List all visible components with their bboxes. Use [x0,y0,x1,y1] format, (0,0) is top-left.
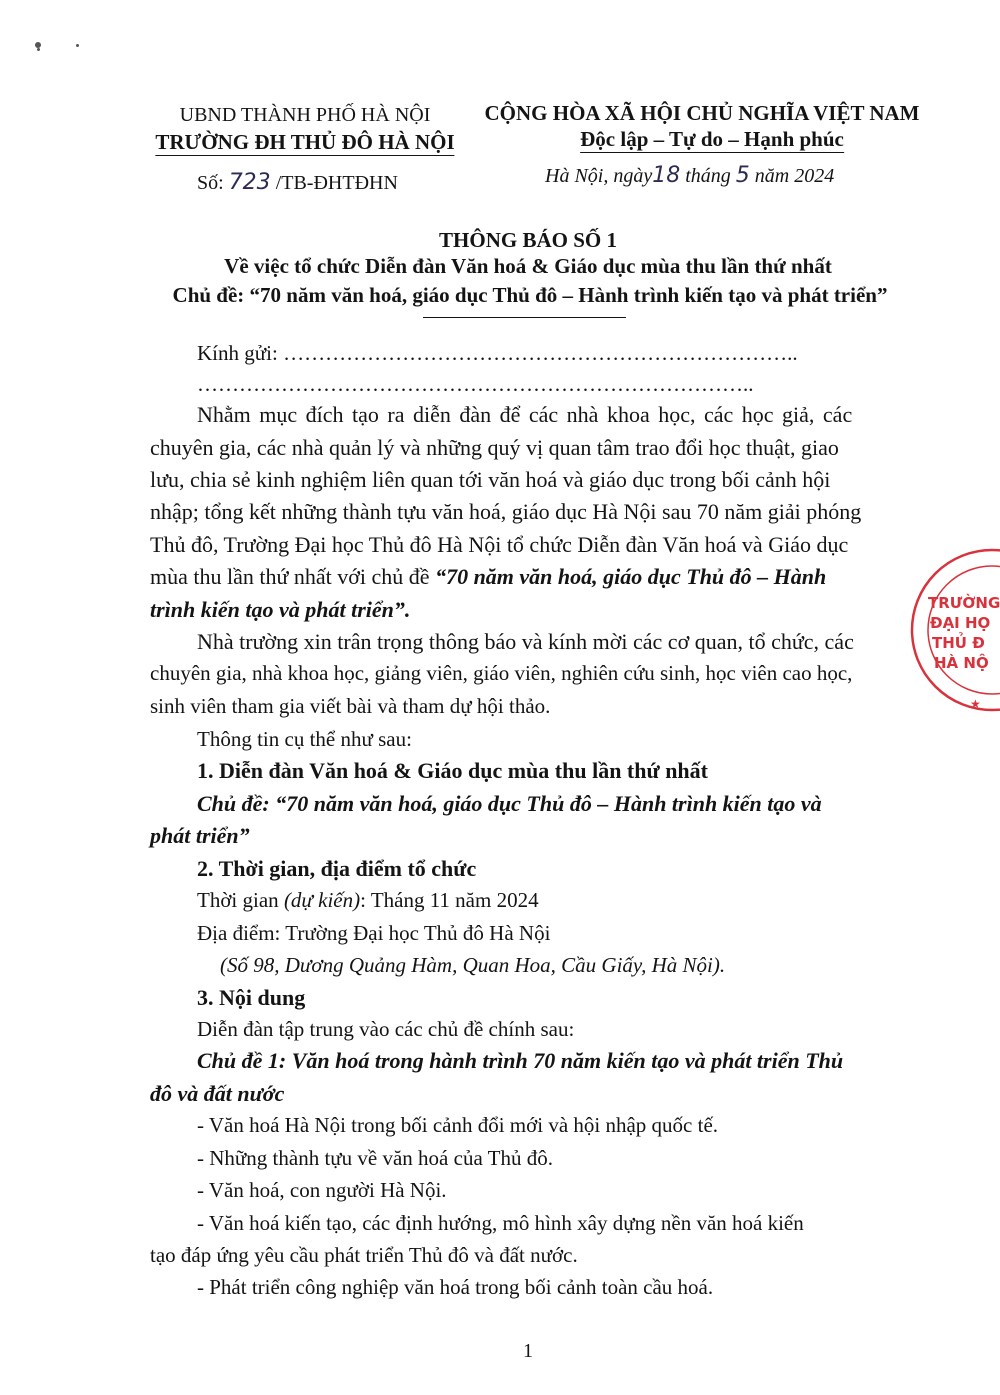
date-prefix: Hà Nội, ngày [545,165,653,187]
topic-heading: đô và đất nước [150,1081,285,1106]
page-number: 1 [523,1340,533,1362]
event-time [197,888,539,913]
date-month-handwritten: 5 [735,163,750,188]
paragraph-text: mùa thu lần thứ nhất với chủ đề [150,564,436,589]
recipient-dots-2: …………………………………………………………………….. [197,372,754,396]
issue-date [545,163,834,188]
school-name [155,130,454,155]
seal-star-icon: ★ [970,697,981,711]
date-month-label: tháng [685,165,731,187]
event-time-value: : Tháng 11 năm 2024 [360,888,539,912]
paragraph-line: Nhằm mục đích tạo ra diễn đàn để các nhà khoa học, các học giả, các [197,402,853,427]
doc-no-handwritten: 723 [228,170,271,195]
event-address: (Số 98, Dương Quảng Hàm, Quan Hoa, Cầu Giấy, Hà Nội). [220,953,726,977]
event-time-note: (dự kiến) [283,888,361,912]
paragraph-line: Nhà trường xin trân trọng thông báo và kính mời các cơ quan, tổ chức, các [197,629,854,654]
scan-speck [76,44,79,47]
paragraph-line [150,564,826,590]
section-heading: 1. Diễn đàn Văn hoá & Giáo dục mùa thu lần thứ nhất [197,758,708,783]
seal-text-line: ĐẠI HỌ [930,614,991,632]
notice-theme: Chủ đề: “70 năm văn hoá, giáo dục Thủ đô – Hành trình kiến tạo và phát triển” [172,283,888,307]
event-place: Địa điểm: Trường Đại học Thủ đô Hà Nội [197,921,551,945]
section-theme: Chủ đề: “70 năm văn hoá, giáo dục Thủ đô – Hành trình kiến tạo và [197,791,822,816]
date-year: năm 2024 [754,165,835,187]
paragraph-line: chuyên gia, nhà khoa học, giảng viên, giáo viên, nghiên cứu sinh, học viên cao học, [150,661,853,685]
recipient-line [197,341,798,366]
forum-theme-emphasis: “70 năm văn hoá, giáo dục Thủ đô – Hành [435,564,827,589]
document-number [197,170,398,195]
paragraph-line: Thủ đô, Trường Đại học Thủ đô Hà Nội tổ chức Diễn đàn Văn hoá và Giáo dục [150,532,849,557]
section-intro: Diễn đàn tập trung vào các chủ đề chính sau: [197,1017,575,1041]
agency-name: UBND THÀNH PHỐ HÀ NỘI [179,104,431,126]
title-divider [423,317,626,318]
list-item: - Văn hoá, con người Hà Nội. [197,1178,447,1202]
paragraph-line: lưu, chia sẻ kinh nghiệm liên quan tới văn hoá và giáo dục trong bối cảnh hội [150,467,831,492]
recipient-dots: ……………………………………………………………….. [283,341,798,365]
scan-speck [37,48,40,51]
official-seal-stamp [880,548,1000,718]
national-motto-text: Độc lập – Tự do – Hạnh phúc [580,127,844,151]
paragraph-line: chuyên gia, các nhà quản lý và những quý vị quan tâm trao đổi học thuật, giao [150,435,839,460]
national-motto [580,127,844,152]
list-item: - Phát triển công nghiệp văn hoá trong bối cảnh toàn cầu hoá. [197,1275,714,1299]
seal-text-line: TRƯỜNG [928,594,1000,612]
recipient-label: Kính gửi: [197,341,284,365]
seal-text-line: THỦ Đ [932,634,985,652]
paragraph-line: Thông tin cụ thể như sau: [197,727,412,751]
notice-subject: Về việc tổ chức Diễn đàn Văn hoá & Giáo dục mùa thu lần thứ nhất [224,254,832,278]
national-title: CỘNG HÒA XÃ HỘI CHỦ NGHĨA VIỆT NAM [484,101,920,125]
list-item: - Những thành tựu về văn hoá của Thủ đô. [197,1146,553,1170]
school-name-text: TRƯỜNG ĐH THỦ ĐÔ HÀ NỘI [155,130,455,154]
list-item: - Văn hoá Hà Nội trong bối cảnh đổi mới và hội nhập quốc tế. [197,1113,719,1137]
section-theme: phát triển” [150,823,250,848]
forum-theme-emphasis: trình kiến tạo và phát triển”. [150,597,411,622]
doc-no-suffix: /TB-ĐHTĐHN [275,172,398,194]
notice-title: THÔNG BÁO SỐ 1 [439,228,617,252]
list-item: tạo đáp ứng yêu cầu phát triển Thủ đô và đất nước. [150,1243,578,1267]
doc-no-prefix: Số: [197,172,224,194]
paragraph-line: nhập; tổng kết những thành tựu văn hoá, giáo dục Hà Nội sau 70 năm giải phóng [150,499,862,524]
section-heading: 3. Nội dung [197,985,306,1010]
seal-text-line: HÀ NỘ [934,654,989,672]
topic-heading: Chủ đề 1: Văn hoá trong hành trình 70 năm kiến tạo và phát triển Thủ [197,1048,844,1073]
event-time-label: Thời gian [197,888,284,912]
date-day-handwritten: 18 [652,163,681,188]
list-item: - Văn hoá kiến tạo, các định hướng, mô hình xây dựng nền văn hoá kiến [197,1211,804,1235]
section-heading: 2. Thời gian, địa điểm tổ chức [197,856,477,881]
paragraph-line: sinh viên tham gia viết bài và tham dự hội thảo. [150,694,551,718]
